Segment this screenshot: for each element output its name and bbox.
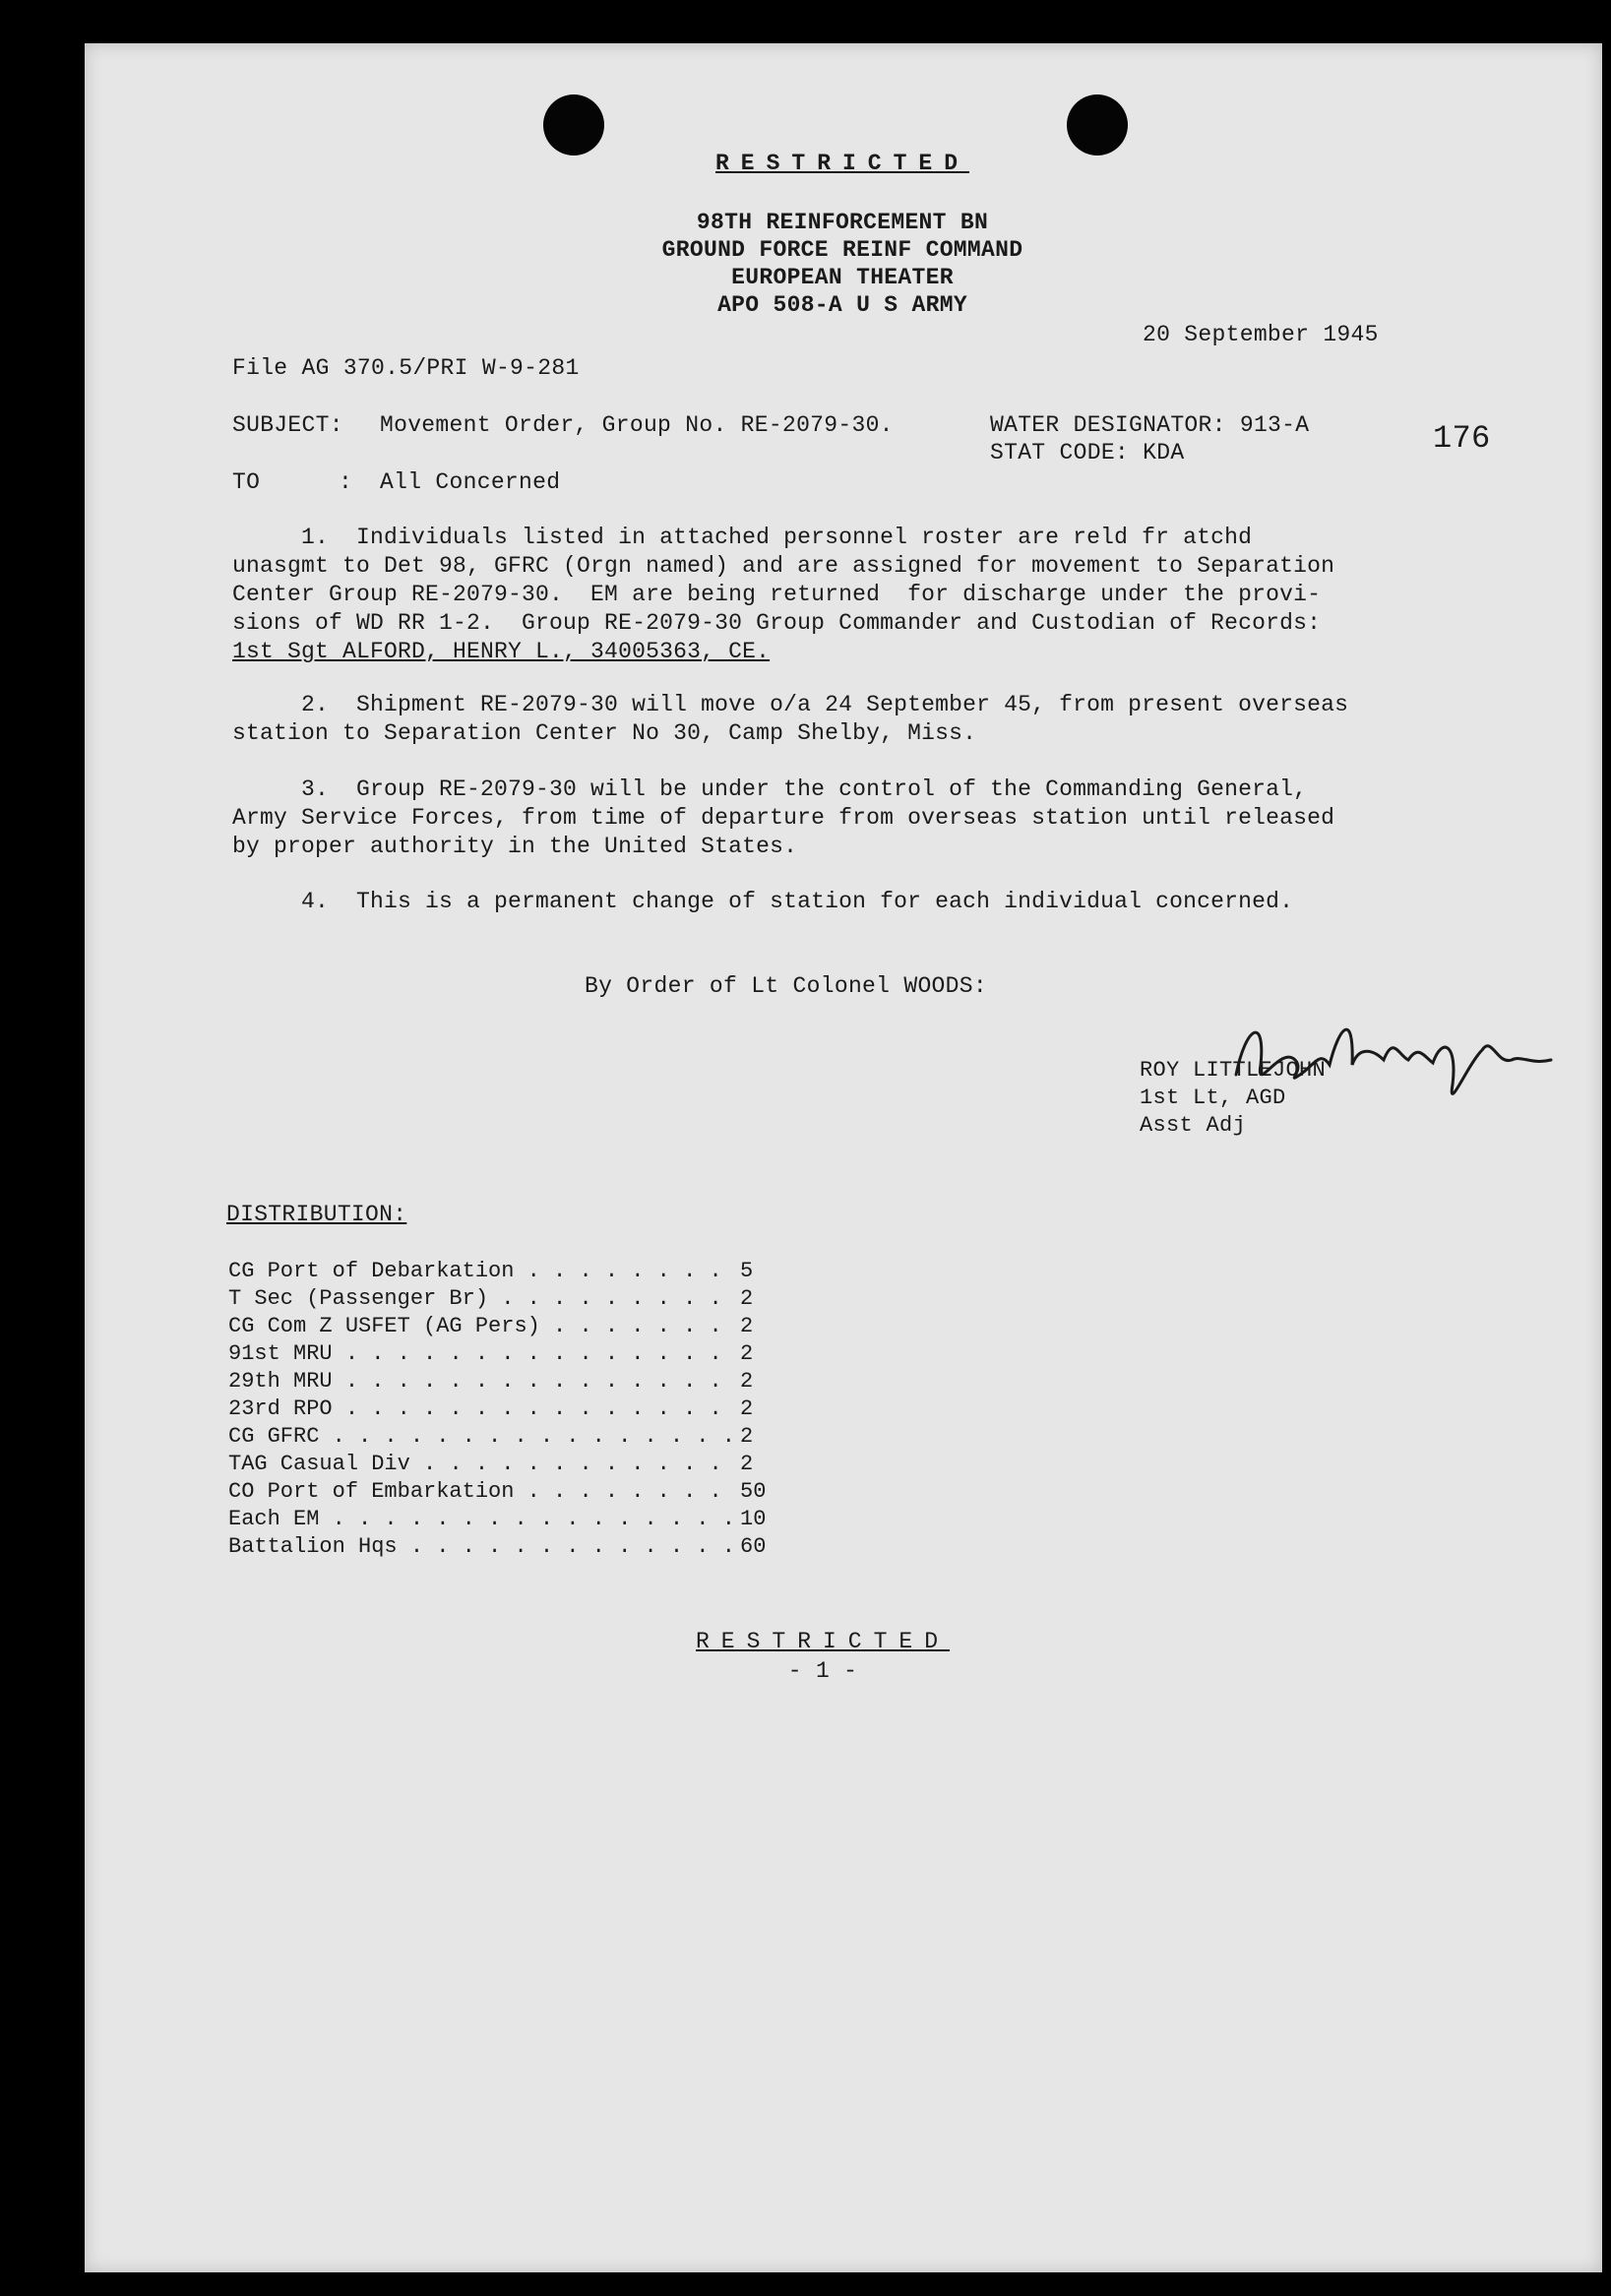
- paragraph-line: unasgmt to Det 98, GFRC (Orgn named) and are assigned for movement to Separation: [232, 553, 1335, 579]
- to-label: TO: [232, 469, 261, 495]
- paragraph-line: 3. Group RE-2079-30 will be under the control of the Commanding General,: [232, 776, 1308, 802]
- distribution-count: 2: [740, 1341, 754, 1366]
- distribution-count: 5: [740, 1259, 754, 1283]
- distribution-row: [228, 1451, 799, 1478]
- subject-label: SUBJECT:: [232, 412, 343, 438]
- paragraph-line: 1. Individuals listed in attached personnel roster are reld fr atchd: [232, 525, 1253, 550]
- paragraph-line: Army Service Forces, from time of departure from overseas station until released: [232, 805, 1335, 831]
- distribution-label: Battalion Hqs . . .: [228, 1533, 740, 1561]
- distribution-count: 60: [740, 1534, 767, 1559]
- page-stamp: 176: [1433, 420, 1491, 457]
- header-theater: EUROPEAN THEATER: [731, 265, 954, 290]
- header-command: GROUND FORCE REINF COMMAND: [661, 237, 1023, 263]
- document-page: [85, 43, 1602, 2272]
- paragraph-line: 2. Shipment RE-2079-30 will move o/a 24 September 45, from present overseas: [232, 692, 1349, 717]
- punch-hole-left: [543, 94, 604, 155]
- signer-name: ROY LITTLEJOHN: [1140, 1058, 1327, 1083]
- classification-bottom: RESTRICTED: [695, 1629, 951, 1654]
- distribution-row: [228, 1396, 799, 1423]
- signer-rank: 1st Lt, AGD: [1140, 1086, 1286, 1110]
- authority-line: By Order of Lt Colonel WOODS:: [585, 973, 987, 999]
- page-number: - 1 -: [787, 1658, 858, 1684]
- distribution-count: 2: [740, 1424, 754, 1449]
- distribution-row: [228, 1258, 799, 1285]
- paragraph-line: by proper authority in the United States.: [232, 834, 798, 859]
- classification-top: RESTRICTED: [714, 151, 970, 176]
- distribution-row: [228, 1340, 799, 1368]
- distribution-count: 2: [740, 1369, 754, 1394]
- distribution-row: [228, 1478, 799, 1506]
- paragraph-line: sions of WD RR 1-2. Group RE-2079-30 Group Commander and Custodian of Records:: [232, 610, 1322, 636]
- file-reference: File AG 370.5/PRI W-9-281: [232, 355, 580, 381]
- paragraph-line: 4. This is a permanent change of station for each individual concerned.: [232, 889, 1294, 914]
- to-recipients: All Concerned: [380, 469, 561, 495]
- distribution-label: 23rd RPO . . .: [228, 1396, 740, 1423]
- distribution-heading: DISTRIBUTION:: [226, 1202, 407, 1227]
- distribution-row: [228, 1368, 799, 1396]
- distribution-label: Each EM . . .: [228, 1506, 740, 1533]
- to-separator: :: [339, 469, 353, 495]
- distribution-row: [228, 1285, 799, 1313]
- paragraph-1: [232, 524, 1334, 666]
- distribution-count: 2: [740, 1396, 754, 1421]
- custodian-name: 1st Sgt ALFORD, HENRY L., 34005363, CE.: [232, 639, 771, 664]
- punch-hole-right: [1067, 94, 1128, 155]
- distribution-label: CG Port of Debarkation . . .: [228, 1258, 740, 1285]
- distribution-row: [228, 1533, 799, 1561]
- distribution-row: [228, 1506, 799, 1533]
- stat-code: STAT CODE: KDA: [990, 440, 1185, 465]
- paragraph-3: [232, 776, 1334, 861]
- paragraph-4: [232, 888, 1293, 916]
- header-apo: APO 508-A U S ARMY: [717, 292, 967, 318]
- signer-title: Asst Adj: [1140, 1113, 1247, 1138]
- distribution-label: 29th MRU . . .: [228, 1368, 740, 1396]
- distribution-list: [228, 1258, 799, 1561]
- distribution-label: TAG Casual Div . . .: [228, 1451, 740, 1478]
- distribution-label: CG Com Z USFET (AG Pers) . . .: [228, 1313, 740, 1340]
- subject-text: Movement Order, Group No. RE-2079-30.: [380, 412, 894, 438]
- distribution-label: CO Port of Embarkation . . .: [228, 1478, 740, 1506]
- paragraph-2: [232, 691, 1348, 748]
- water-designator: WATER DESIGNATOR: 913-A: [990, 412, 1310, 438]
- distribution-count: 2: [740, 1286, 754, 1311]
- paragraph-line: Center Group RE-2079-30. EM are being returned for discharge under the provi-: [232, 582, 1322, 607]
- distribution-row: [228, 1313, 799, 1340]
- distribution-count: 50: [740, 1479, 767, 1504]
- header-unit: 98TH REINFORCEMENT BN: [696, 210, 989, 235]
- distribution-row: [228, 1423, 799, 1451]
- distribution-label: 91st MRU . . .: [228, 1340, 740, 1368]
- paragraph-line: station to Separation Center No 30, Camp Shelby, Miss.: [232, 720, 977, 746]
- distribution-label: T Sec (Passenger Br) . . .: [228, 1285, 740, 1313]
- distribution-count: 2: [740, 1314, 754, 1338]
- distribution-count: 10: [740, 1507, 767, 1531]
- document-date: 20 September 1945: [1143, 322, 1379, 347]
- distribution-label: CG GFRC . . .: [228, 1423, 740, 1451]
- distribution-count: 2: [740, 1452, 754, 1476]
